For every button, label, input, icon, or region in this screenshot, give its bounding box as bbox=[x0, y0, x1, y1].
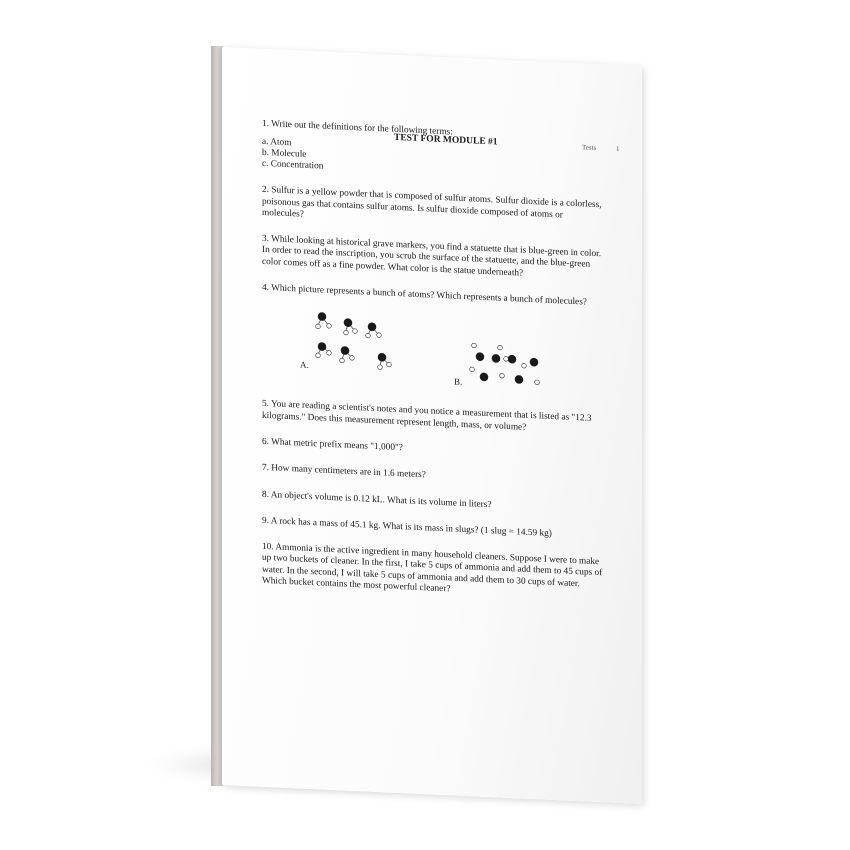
question-2: 2. Sulfur is a yellow powder that is composed of sulfur atoms. Sulfur dioxide is a colorless, poisonous gas that contains sulfur atoms. Is sulfur dioxide composed of atoms or molecules? bbox=[262, 185, 602, 221]
particle-figures bbox=[262, 302, 604, 400]
question-4-text: 4. Which picture represents a bunch of atoms? Which represents a bunch of molecules? bbox=[262, 282, 587, 308]
page-number: 1 bbox=[616, 144, 620, 154]
question-1 bbox=[262, 119, 604, 186]
term-list bbox=[262, 137, 604, 186]
term-item: b. Molecule bbox=[262, 148, 307, 161]
picture-a-molecules bbox=[316, 313, 392, 371]
particle-diagram bbox=[262, 302, 604, 400]
question-10: 10. Ammonia is the active ingredient in many household cleaners. Suppose I were to make up two buckets of cleaner. In the first, I take 5 cups of ammonia and add them to 45 cups of water. In the second, I will take 5 cups of ammonia and add them to 30 cups of water. Which bucket contains the most powerful cleaner? bbox=[262, 541, 603, 595]
question-7: 7. How many centimeters are in 1.6 meters? bbox=[262, 463, 426, 481]
header-section-label: Tests bbox=[582, 143, 597, 152]
question-1-text: 1. Write out the definitions for the following terms: bbox=[262, 118, 453, 138]
page-title: TEST FOR MODULE #1 bbox=[394, 132, 498, 148]
term-item: c. Concentration bbox=[262, 159, 324, 172]
question-6: 6. What metric prefix means "1,000"? bbox=[262, 436, 403, 454]
question-4 bbox=[262, 283, 604, 400]
question-3: 3. While looking at historical grave markers, you find a statuette that is blue-green in color. In order to read the inscription, you scrub the surface of the statuette, and the blue-green color comes off as a fine powder. What color is the statue underneath? bbox=[262, 234, 602, 279]
figure-label-b: B. bbox=[454, 376, 463, 388]
question-8: 8. An object's volume is 0.12 kL. What is its volume in liters? bbox=[262, 489, 492, 510]
question-5: 5. You are reading a scientist's notes and you notice a measurement that is listed as "12.3 kilograms." Does this measurement represent length, mass, or volume? bbox=[262, 399, 592, 433]
test-page bbox=[222, 47, 642, 804]
question-list bbox=[262, 119, 604, 603]
picture-b-atoms bbox=[470, 343, 540, 385]
figure-label-a: A. bbox=[300, 359, 309, 371]
question-9: 9. A rock has a mass of 45.1 kg. What is its mass in slugs? (1 slug = 14.59 kg) bbox=[262, 515, 552, 539]
term-item: a. Atom bbox=[262, 137, 292, 149]
